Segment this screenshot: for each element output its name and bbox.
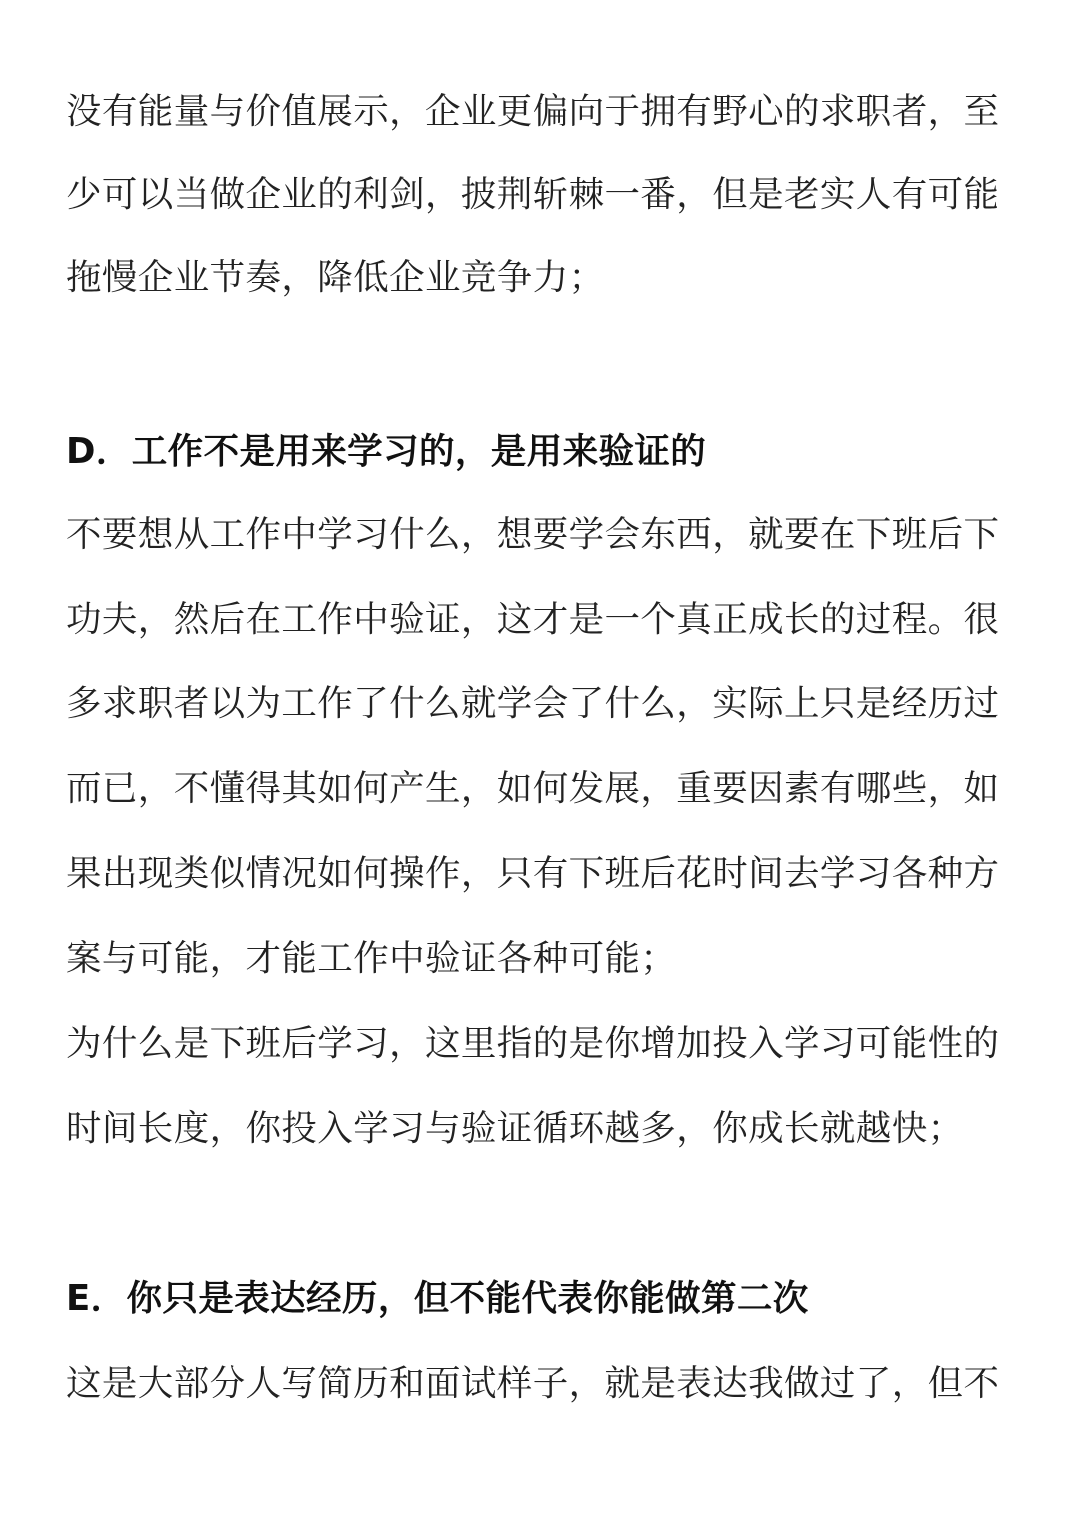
paragraph-line: 多求职者以为工作了什么就学会了什么，实际上只是经历过 [66,683,1000,724]
paragraph-line: 功夫，然后在工作中验证，这才是一个真正成长的过程。很 [66,599,1000,640]
section-heading-d: D．工作不是用来学习的，是用来验证的 [66,431,707,472]
paragraph-line: 不要想从工作中学习什么，想要学会东西，就要在下班后下 [66,514,1000,555]
section-heading-e: E．你只是表达经历，但不能代表你能做第二次 [66,1278,809,1319]
paragraph-line: 时间长度，你投入学习与验证循环越多，你成长就越快； [66,1108,964,1149]
paragraph-line: 果出现类似情况如何操作，只有下班后花时间去学习各种方 [66,853,1000,894]
paragraph-line: 这是大部分人写简历和面试样子，就是表达我做过了，但不 [66,1363,1000,1404]
paragraph-line: 案与可能，才能工作中验证各种可能； [66,938,677,979]
paragraph-line: 而已，不懂得其如何产生，如何发展，重要因素有哪些，如 [66,768,1000,809]
paragraph-line: 没有能量与价值展示，企业更偏向于拥有野心的求职者，至 [66,91,1000,132]
paragraph-line: 拖慢企业节奏，降低企业竞争力； [66,257,605,298]
paragraph-line: 少可以当做企业的利剑，披荆斩棘一番，但是老实人有可能 [66,174,1000,215]
paragraph-line: 为什么是下班后学习，这里指的是你增加投入学习可能性的 [66,1023,1000,1064]
